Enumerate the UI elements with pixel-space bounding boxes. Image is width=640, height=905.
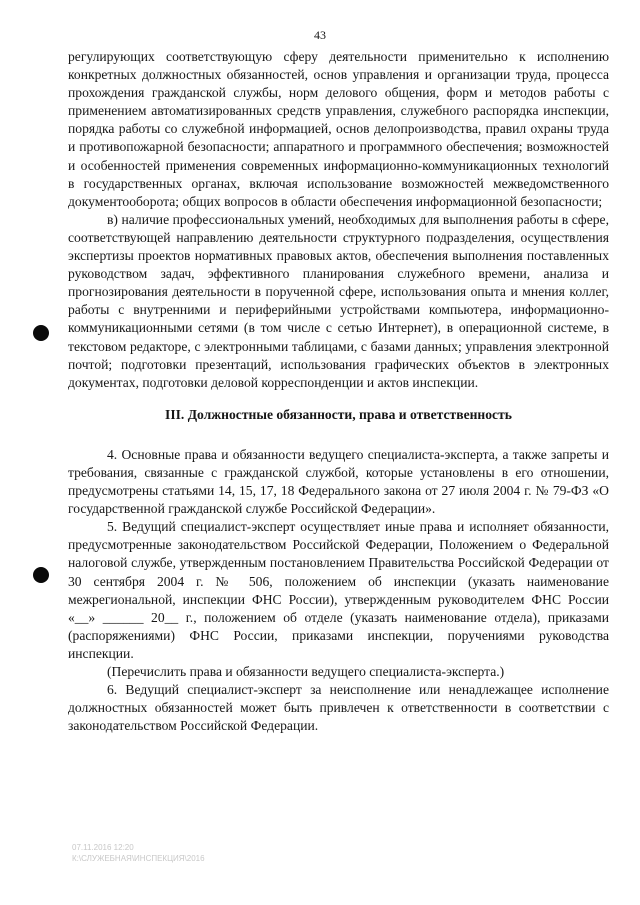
document-body [68, 48, 609, 735]
paragraph-skills: в) наличие профессиональных умений, необходимых для выполнения работы в сфере, соответствующей направлению деятельности структурного подразделения, осуществления экспертизы проектов нормативных правовых актов, обеспечения выполнения поставленных руководством задач, эффективного планирования служебного времени, анализа и прогнозирования деятельности в порученной сфере, использования опыта и мнения коллег, работы с внутренними и периферийными устройствами компьютера, информационно-коммуникационными сетями (в том числе с сетью Интернет), в операционной системе, в текстовом редакторе, с электронными таблицами, с базами данных; управления электронной почтой; подготовки презентаций, использования графических объектов в электронных документах, подготовки деловой корреспонденции и актов инспекции. [68, 211, 609, 390]
paragraph-item-4: 4. Основные права и обязанности ведущего специалиста-эксперта, а также запреты и требования, связанные с гражданской службой, которые установлены в его отношении, предусмотрены статьями 14, 15, 17, 18 Федерального закона от 27 июля 2004 г. № 79-ФЗ «О государственной гражданской службе Российской Федерации». [68, 446, 609, 517]
page-number: 43 [314, 28, 326, 42]
footer-line: 07.11.2016 12:20 [72, 843, 134, 852]
punch-hole-mark [33, 567, 49, 583]
footer-stamp [72, 842, 205, 864]
footer-line: К:\СЛУЖЕБНАЯ\ИНСПЕКЦИЯ\2016 [72, 854, 205, 863]
section-heading: III. Должностные обязанности, права и ответственность [165, 406, 512, 422]
paragraph-item-6: 6. Ведущий специалист-эксперт за неисполнение или ненадлежащее исполнение должностных обязанностей может быть привлечен к ответственности в соответствии с законодательством Российской Федерации. [68, 682, 609, 734]
paragraph-note: (Перечислить права и обязанности ведущего специалиста-эксперта.) [107, 664, 505, 679]
paragraph-continued: регулирующих соответствующую сферу деятельности применительно к исполнению конкретных должностных обязанностей, основ управления и организации труда, процесса прохождения гражданской службы, норм делового общения, форм и методов работы с применением автоматизированных средств управления, служебного распорядка инспекции, порядка работы со служебной информацией, основ делопроизводства, правил охраны труда и противопожарной безопасности; аппаратного и программного обеспечения; возможностей и особенностей применения современных информационно-коммуникационных технологий в государственных органах, включая использование возможностей межведомственного документооборота; общих вопросов в области обеспечения информационной безопасности; [68, 49, 609, 209]
paragraph-item-5: 5. Ведущий специалист-эксперт осуществляет иные права и исполняет обязанности, предусмотренные законодательством Российской Федерации, Положением о Федеральной налоговой службе, утвержденным постановлением Правительства Российской Федерации от 30 сентября 2004 г. № 506, положением об инспекции (указать наименование межрегиональной, инспекции ФНС России), утвержденным руководителем ФНС России «__» ______ 20__ г., положением об отделе (указать наименование отдела), приказами (распоряжениями) ФНС России, приказами инспекции, поручениями руководства инспекции. [68, 519, 609, 661]
punch-hole-mark [33, 325, 49, 341]
